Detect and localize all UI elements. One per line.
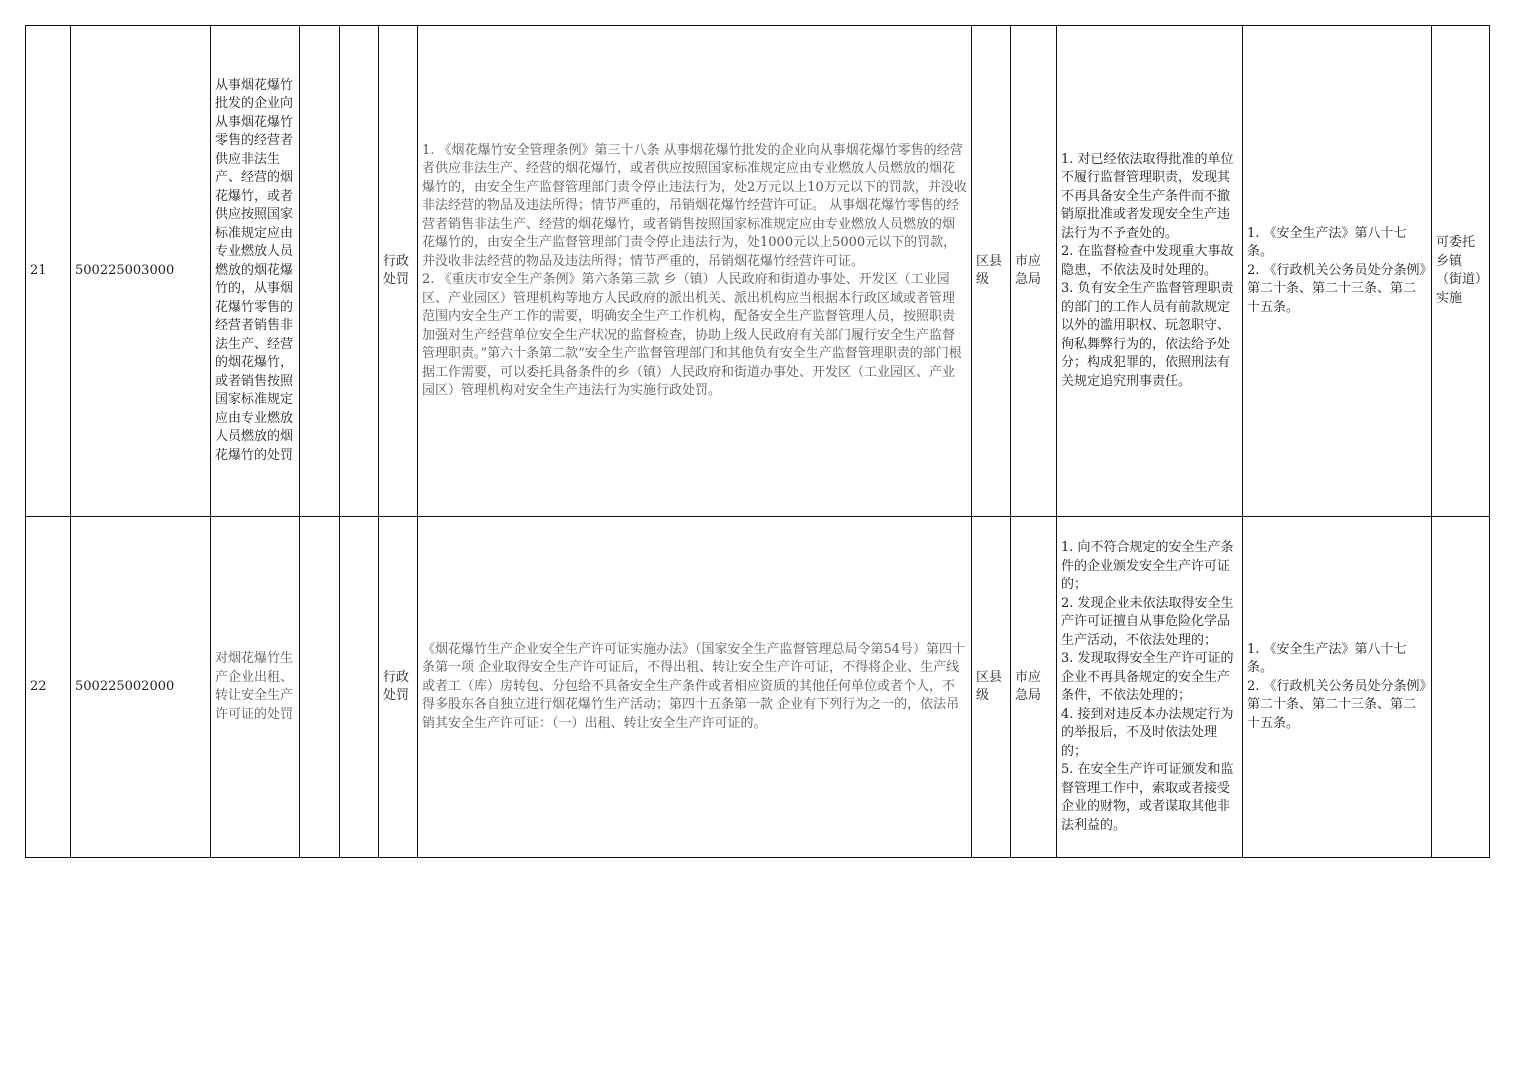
legal-basis-item: 2. 《行政机关公务员处分条例》第二十条、第二十三条、第二十五条。 (1247, 678, 1427, 731)
accountability-item: 3. 发现取得安全生产许可证的企业不再具备规定的安全生产条件，不依法处理的； (1061, 651, 1234, 703)
item-name: 对烟花爆竹生产企业出租、转让安全生产许可证的处罚 (211, 517, 300, 858)
legal-basis-item: 1. 《安全生产法》第八十七条。 (1247, 641, 1407, 676)
row-number: 22 (26, 517, 71, 858)
item-name: 从事烟花爆竹批发的企业向从事烟花爆竹零售的经营者供应非法生产、经营的烟花爆竹，或者供应按照国家标准规定应由专业燃放人员燃放的烟花爆竹的，从事烟花爆竹零售的经营者销售非法生产、经营的烟花爆竹，或者销售按照国家标准规定应由专业燃放人员燃放的烟花爆竹的处罚 (211, 26, 300, 517)
responsible-dept: 市应急局 (1011, 517, 1057, 858)
legal-basis-text (1243, 517, 1432, 858)
basis-text (418, 26, 972, 517)
sub-item-cell (300, 26, 340, 517)
sub-item-cell (340, 26, 379, 517)
power-type: 行政处罚 (379, 26, 418, 517)
accountability-item: 2. 发现企业未依法取得安全生产许可证擅自从事危险化学品生产活动，不依法处理的； (1061, 595, 1234, 648)
accountability-item: 5. 在安全生产许可证颁发和监督管理工作中，索取或者接受企业的财物，或者谋取其他非法利益的。 (1061, 762, 1234, 833)
basis-paragraph: 1. 《烟花爆竹安全管理条例》第三十八条 从事烟花爆竹批发的企业向从事烟花爆竹零售的经营者供应非法生产、经营的烟花爆竹，或者供应按照国家标准规定应由专业燃放人员燃放的烟花爆竹的，由安全生产监督管理部门责令停止违法行为，处2万元以上10万元以下的罚款，并没收非法经营的物品及违法所得；情节严重的，吊销烟花爆竹经营许可证。 从事烟花爆竹零售的经营者销售非法生产、经营的烟花爆竹，或者销售按照国家标准规定应由专业燃放人员燃放的烟花爆竹的，由安全生产监督管理部门责令停止违法行为，处1000元以上5000元以下的罚款，并没收非法经营的物品及违法所得；情节严重的，吊销烟花爆竹经营许可证。 (422, 142, 967, 269)
accountability-text (1057, 26, 1243, 517)
sub-item-cell (340, 517, 379, 858)
exercise-level: 区县级 (972, 26, 1011, 517)
basis-paragraph: 《烟花爆竹生产企业安全生产许可证实施办法》（国家安全生产监督管理总局令第54号）第四十条第一项 企业取得安全生产许可证后，不得出租、转让安全生产许可证，不得将企业、生产线或者工（库）房转包、分包给不具备安全生产条件或者相应资质的其他任何单位或者个人，不得多股东各自独立进行烟花爆竹生产活动；第四十五条第一款 企业有下列行为之一的，依法吊销其安全生产许可证：（一）出租、转让安全生产许可证的。 (422, 641, 966, 731)
item-code: 500225002000 (71, 517, 211, 858)
basis-paragraph: 2. 《重庆市安全生产条例》第六条第三款 乡（镇）人民政府和街道办事处、开发区（工业园区、产业园区）管理机构等地方人民政府的派出机关、派出机构应当根据本行政区域或者管理范围内安全生产工作的需要，明确安全生产工作机构，配备安全生产监督管理人员，按照职责加强对生产经营单位安全生产状况的监督检查，协助上级人民政府有关部门履行安全生产监督管理职责。”第六十条第二款“安全生产监督管理部门和其他负有安全生产监督管理职责的部门根据工作需要，可以委托具备条件的乡（镇）人民政府和街道办事处、开发区（工业园区、产业园区）管理机构对安全生产违法行为实施行政处罚。 (422, 272, 962, 398)
accountability-item: 4. 接到对违反本办法规定行为的举报后，不及时依法处理的； (1061, 706, 1234, 759)
sub-item-cell (300, 517, 340, 858)
item-code: 500225003000 (71, 26, 211, 517)
legal-basis-text (1243, 26, 1432, 517)
legal-basis-item: 2. 《行政机关公务员处分条例》第二十条、第二十三条、第二十五条。 (1247, 262, 1427, 315)
table-row (26, 26, 1490, 517)
remark (1432, 517, 1490, 858)
accountability-item: 2. 在监督检查中发现重大事故隐患，不依法及时处理的。 (1061, 244, 1234, 278)
accountability-item: 1. 对已经依法取得批准的单位不履行监督管理职责，发现其不再具备安全生产条件而不撤销原批准或者发现安全生产违法行为不予查处的。 (1061, 151, 1234, 241)
basis-text (418, 517, 972, 858)
legal-basis-item: 1. 《安全生产法》第八十七条。 (1247, 225, 1407, 260)
power-type: 行政处罚 (379, 517, 418, 858)
row-number: 21 (26, 26, 71, 517)
accountability-item: 3. 负有安全生产监督管理职责的部门的工作人员有前款规定以外的滥用职权、玩忽职守、徇私舞弊行为的，依法给予处分；构成犯罪的，依照刑法有关规定追究刑事责任。 (1061, 281, 1234, 389)
accountability-item: 1. 向不符合规定的安全生产条件的企业颁发安全生产许可证的； (1061, 540, 1234, 592)
table-row (26, 517, 1490, 858)
accountability-text (1057, 517, 1243, 858)
exercise-level: 区县级 (972, 517, 1011, 858)
power-list-table (25, 25, 1490, 858)
responsible-dept: 市应急局 (1011, 26, 1057, 517)
remark: 可委托乡镇（街道）实施 (1432, 26, 1490, 517)
